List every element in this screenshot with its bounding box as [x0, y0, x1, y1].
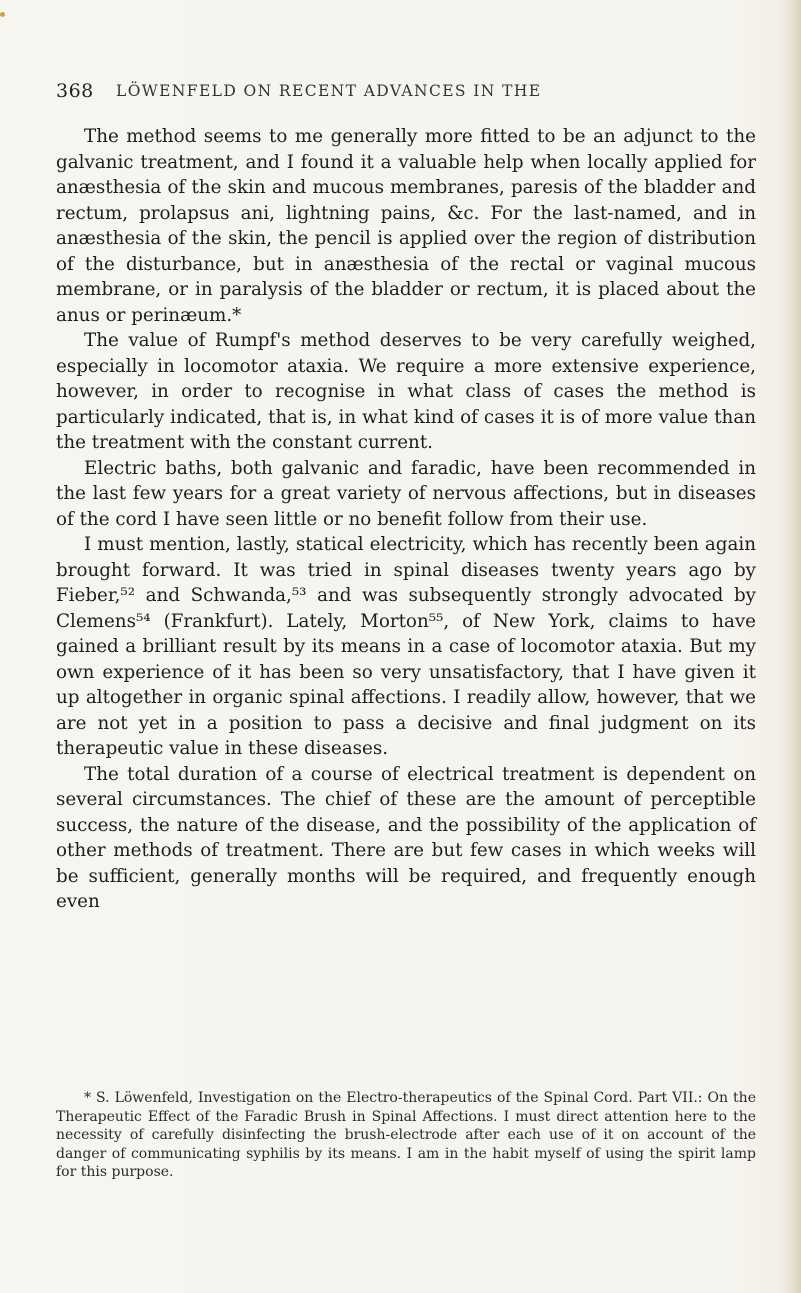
body-text — [56, 124, 756, 915]
footnote — [56, 1089, 756, 1182]
ink-spot — [0, 12, 5, 17]
paragraph: The method seems to me generally more fitted to be an adjunct to the galvanic treatment, and I found it a valuable help when locally applied for anæsthesia of the skin and mucous membranes, paresis of the bladder and rectum, prolapsus ani, lightning pains, &c. For the last-named, and in anæsthesia of the skin, the pencil is applied over the region of distribution of the disturbance, but in anæsthesia of the rectal or vaginal mucous membrane, or in paralysis of the bladder or rectum, it is placed about the anus or perinæum.* — [56, 126, 756, 326]
footnote-text: * S. Löwenfeld, Investigation on the Electro-therapeutics of the Spinal Cord. Part VII.: On the Therapeutic Effect of the Faradic Brush in Spinal Affections. I must direct attention here to the necessity of carefully disinfecting the brush-electrode after each use of it on account of the danger of communicating syphilis by its means. I am in the habit myself of using the spirit lamp for this purpose. — [56, 1090, 756, 1180]
paragraph: The value of Rumpf's method deserves to be very carefully weighed, especially in locomotor ataxia. We require a more extensive experience, however, in order to recognise in what class of cases the method is particularly indicated, that is, in what kind of cases it is of more value than the treatment with the constant current. — [56, 330, 756, 453]
page-number: 368 — [56, 80, 94, 102]
page-header — [56, 80, 756, 110]
paragraph: I must mention, lastly, statical electricity, which has recently been again brought forward. It was tried in spinal diseases twenty years ago by Fieber,⁵² and Schwanda,⁵³ and was subsequently strongly advocated by Clemens⁵⁴ (Frankfurt). Lately, Morton⁵⁵, of New York, claims to have gained a brilliant result by its means in a case of locomotor ataxia. But my own experience of it has been so very unsatisfactory, that I have given it up altogether in organic spinal affections. I readily allow, however, that we are not yet in a position to pass a decisive and final judgment on its therapeutic value in these diseases. — [56, 534, 756, 759]
page-gutter — [781, 0, 801, 1293]
paragraph: Electric baths, both galvanic and faradic, have been recommended in the last few years for a great variety of nervous affections, but in diseases of the cord I have seen little or no benefit follow from their use. — [56, 457, 756, 530]
running-head: LÖWENFELD ON RECENT ADVANCES IN THE — [116, 82, 542, 100]
paragraph: The total duration of a course of electrical treatment is dependent on several circumstances. The chief of these are the amount of perceptible success, the nature of the disease, and the possibility of the application of other methods of treatment. There are but few cases in which weeks will be sufficient, generally months will be required, and frequently enough even — [56, 763, 756, 912]
